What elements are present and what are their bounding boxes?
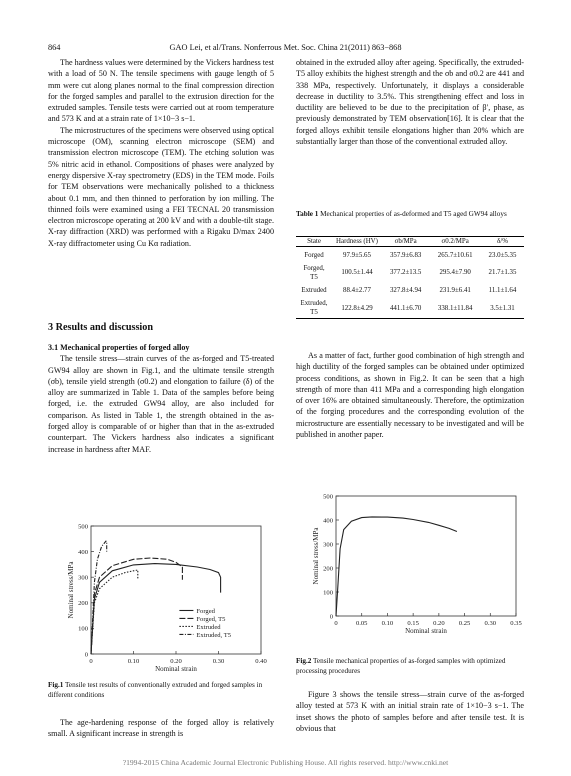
x-tick-label: 0.40 (255, 658, 267, 665)
column-header: σb/MPa (394, 238, 417, 245)
paragraph: The age-hardening response of the forged alloy is relatively small. A significant increase in strength is (48, 718, 274, 739)
table-cell: Extruded (301, 287, 327, 294)
table-cell: 231.9±6.41 (439, 287, 471, 294)
table-row (296, 299, 524, 318)
legend-label: Forged, T5 (196, 615, 226, 623)
series-line (91, 558, 182, 654)
caption-text: Tensile mechanical properties of as-forged samples with optimized processing procedures (296, 657, 506, 675)
x-tick-label: 0.30 (484, 620, 497, 627)
paragraph: Figure 3 shows the tensile stress—strain curve of the as-forged alloy tested at 573 K with an initial strain rate of 1×10−3 s−1. The inset shows the photo of samples before and after tensile test. It is obvious that (296, 690, 524, 733)
x-tick-label: 0.15 (407, 620, 419, 627)
paragraph: obtained in the extruded alloy after ageing. Specifically, the extruded-T5 alloy exhibits the highest strength and the σb and σ0.2 are 441 and 338 MPa, respectively. Unfortunately, it displays a considerable decrease in ductility to 3.5%. This strengthening effect and loss in ductility are believed to be due to the precipitation of β′, phase, as previously demonstrated by TEM observation[16]. It is clear that the forged alloys exhibit tensile elongations higher than 20% which are substantially larger than those of the conventional extruded alloy. (296, 58, 524, 147)
figure-1-chart (55, 520, 270, 678)
caption-text: Mechanical properties of as-deformed and T5 aged GW94 alloys (320, 210, 507, 218)
y-tick-label: 400 (323, 517, 333, 525)
y-tick-label: 400 (78, 548, 88, 556)
y-tick-label: 300 (78, 574, 88, 582)
paragraph: As a matter of fact, further good combination of high strength and high ductility of the forged samples can be obtained under optimized process conditions, as shown in Fig.2. It can be seen that a high strength of more than 411 MPa and a corresponding high elongation of over 16% are obtained simultaneously. Therefore, the optimization of the forging procedures and the corresponding evolution of the microstructure are essentially necessary to be investigated and will be published in another paper. (296, 351, 524, 440)
legend-label: Extruded (196, 623, 221, 631)
series-line (336, 517, 457, 616)
column-header: σ0.2/MPa (441, 238, 469, 245)
table-cell: 377.2±13.5 (389, 269, 422, 277)
table-cell: Forged (304, 251, 324, 259)
figure-label: Fig.1 (48, 681, 64, 689)
subsection-heading: 3.1 Mechanical properties of forged alloy (48, 343, 190, 352)
right-column-mid (296, 350, 524, 440)
legend-label: Forged (196, 607, 215, 615)
series-line (91, 541, 107, 654)
figure-2-caption (296, 656, 524, 676)
y-tick-label: 0 (329, 613, 333, 621)
y-tick-label: 500 (78, 523, 88, 531)
section-heading: 3 Results and discussion (48, 322, 154, 333)
plot-frame (336, 496, 516, 616)
figure-label: Fig.2 (296, 657, 312, 665)
left-column (48, 57, 274, 249)
table-cell: 23.0±5.35 (488, 251, 517, 259)
x-axis-label: Nominal strain (405, 627, 447, 635)
table-cell: 100.5±1.44 (341, 269, 373, 277)
table-cell: 11.1±1.64 (488, 287, 517, 294)
column-header: Hardness (HV) (336, 238, 378, 245)
right-column-bottom (296, 689, 524, 734)
x-tick-label: 0.10 (381, 620, 394, 627)
x-tick-label: 0.05 (355, 620, 368, 627)
caption-text: Tensile test results of conventionally extruded and forged samples in different conditions (48, 681, 263, 699)
table-1 (296, 236, 524, 319)
y-tick-label: 200 (78, 600, 88, 608)
table-cell: 21.7±1.35 (488, 269, 517, 277)
paragraph: The microstructures of the specimens were observed using optical microscope (OM), scanning electron microscope (SEM) and transmission electron microscope (TEM). The etching solution was 5% nitric acid in ethanol. Compositions of phases were analyzed by energy dispersive X-ray spectrometry (EDS) in the TEM mode. Foils for TEM observations were mechanically polished to a thickness about 0.1 mm, and then thinned to perforation by ion milling. The thinned foils were examined using a FEI TECNAL 20 transmission electron microscope operating at 200 kV and with a double-tilt stage. X-ray diffraction (XRD) was performed with a Rigaku D/max 2400 X-ray diffractometer using Cu Kα radiation. (48, 125, 274, 248)
y-tick-label: 100 (323, 589, 333, 597)
left-column-results (48, 342, 274, 455)
table-cell: Forged, T5 (303, 264, 325, 281)
table-cell: 265.7±10.61 (437, 251, 473, 259)
table-row (296, 247, 524, 264)
y-tick-label: 0 (84, 651, 88, 659)
paragraph: The hardness values were determined by the Vickers hardness test with a load of 50 N. The tensile specimens with gauge length of 5 mm were cut along planes normal to the final compression direction for the forged samples and parallel to the extrusion direction for the extruded samples. Tensile tests were carried out at room temperature and 573 K and at a strain rate of 1×10−3 s−1. (48, 58, 275, 124)
y-tick-label: 300 (323, 541, 333, 549)
x-tick-label: 0 (89, 658, 93, 665)
x-tick-label: 0.30 (212, 658, 225, 665)
table-cell: 441.1±6.70 (389, 304, 422, 312)
page-number: 864 (48, 43, 61, 52)
table-cell: 97.9±5.65 (343, 251, 371, 259)
table-cell: 338.1±11.84 (437, 304, 473, 312)
left-column-bottom (48, 717, 274, 740)
x-tick-label: 0 (334, 620, 338, 627)
x-tick-label: 0.20 (170, 658, 182, 665)
table-cell: Extruded, T5 (300, 300, 328, 317)
table-cell: 122.8±4.29 (341, 304, 373, 312)
y-tick-label: 200 (323, 565, 333, 573)
right-column (296, 57, 524, 147)
table-cell: 88.4±2.77 (343, 287, 371, 294)
paragraph: The tensile stress—strain curves of the as-forged and T5-treated GW94 alloy are shown in Fig.1, and the ultimate tensile strength (σb), tensile yield strength (σ0.2) and elongation to failure (δ) of the alloy are summarized in Table 1. Data of the samples before being forged, i.e. the extruded GW94 alloy, are also included for comparison. As listed in Table 1, the strength obtained in the as-forged alloy is comparable of or higher than that in the as-extruded counterpart. The Vickers hardness also indicates a significant increase in hardness after MAF. (48, 354, 274, 454)
x-tick-label: 0.25 (458, 620, 471, 627)
running-title: GAO Lei, et al/Trans. Nonferrous Met. Soc. China 21(2011) 863−868 (169, 43, 402, 52)
table-cell: 295.4±7.90 (439, 269, 471, 277)
table-1-caption (296, 209, 524, 219)
legend-label: Extruded, T5 (196, 631, 232, 639)
y-axis-label: Nominal stress/MPa (312, 527, 320, 585)
x-tick-label: 0.10 (127, 658, 140, 665)
copyright-footer: ?1994-2015 China Academic Journal Electronic Publishing House. All rights reserved. http://www.cnki.net (122, 758, 449, 767)
y-tick-label: 100 (78, 625, 88, 633)
figure-2-chart (300, 490, 525, 638)
table-cell: 3.5±1.31 (490, 304, 515, 312)
table-label: Table 1 (296, 210, 319, 218)
table-cell: 357.9±6.83 (389, 251, 422, 259)
table-row (296, 282, 524, 299)
column-header: State (307, 238, 321, 245)
table-row (296, 264, 524, 282)
y-axis-label: Nominal stress/MPa (67, 561, 75, 619)
plot-frame (91, 526, 261, 654)
x-tick-label: 0.35 (510, 620, 522, 627)
x-tick-label: 0.20 (433, 620, 445, 627)
table-header-row (296, 237, 524, 247)
column-header: δ/% (497, 238, 508, 245)
y-tick-label: 500 (323, 493, 333, 501)
table-cell: 327.8±4.94 (389, 287, 422, 294)
figure-1-caption (48, 680, 274, 700)
x-axis-label: Nominal strain (155, 665, 197, 673)
